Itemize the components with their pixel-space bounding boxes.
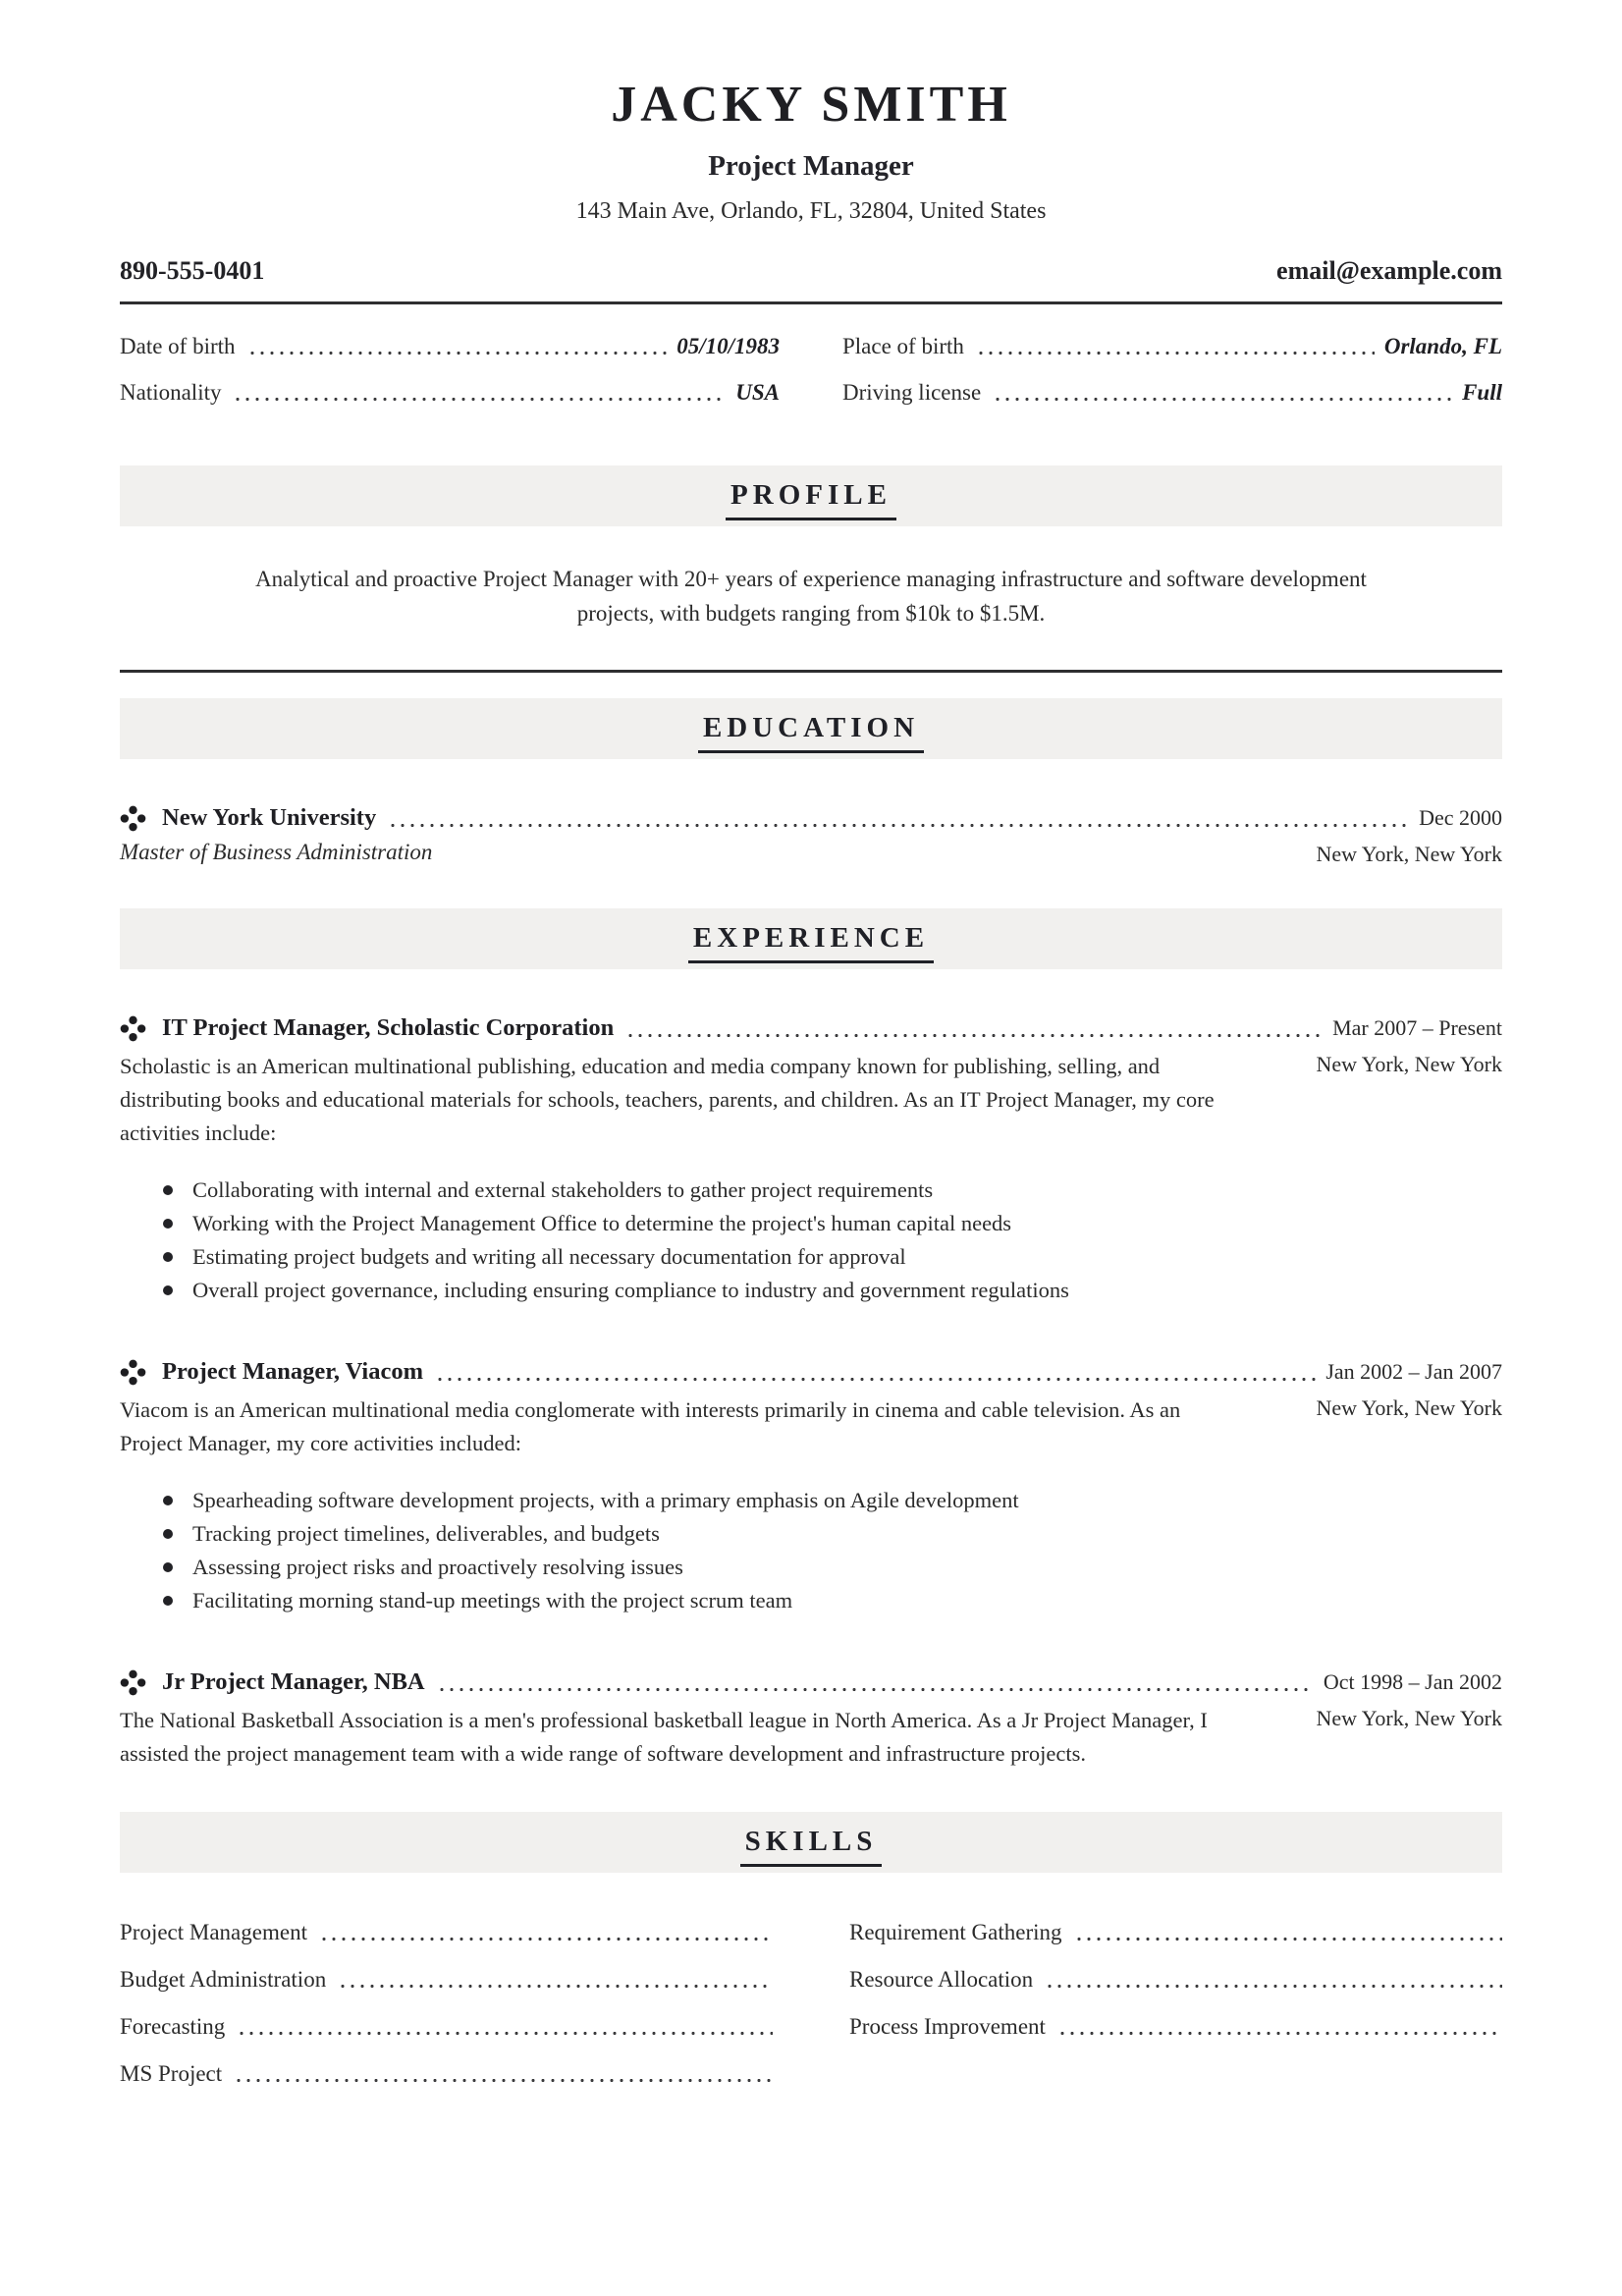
position-location: New York, New York [1316, 1052, 1502, 1077]
skill-name: Requirement Gathering [849, 1920, 1062, 1945]
responsibility-item: Estimating project budgets and writing all necessary documentation for approval [163, 1240, 1502, 1274]
position-location: New York, New York [1316, 1395, 1502, 1421]
experience-entry-header [120, 1668, 1502, 1696]
responsibility-item: Facilitating morning stand-up meetings with the project scrum team [163, 1584, 1502, 1617]
detail-row-date-of-birth [120, 332, 780, 361]
responsibility-item: Tracking project timelines, deliverables, and budgets [163, 1517, 1502, 1551]
responsibility-item: Working with the Project Management Office to determine the project's human capital needs [163, 1207, 1502, 1240]
identity-header [120, 77, 1502, 225]
skill-row [120, 2012, 773, 2042]
skill-name: Forecasting [120, 2014, 226, 2040]
four-dot-diamond-icon [120, 805, 146, 832]
section-header-experience [120, 908, 1502, 969]
position-description: Viacom is an American multinational media conglomerate with interests primarily in cinema and cable television. As an Project Manager, my core activities included: [120, 1397, 1181, 1456]
education-date: Dec 2000 [1419, 805, 1502, 831]
dotted-leader [1057, 2032, 1502, 2035]
section-title: SKILLS [740, 1824, 883, 1867]
skills-grid [120, 1918, 1502, 2106]
education-entry [120, 804, 1502, 867]
dotted-leader [319, 1938, 773, 1941]
experience-entry-body [120, 1050, 1502, 1150]
section-header-skills [120, 1812, 1502, 1873]
experience-entry-body [120, 1704, 1502, 1771]
details-right-column [842, 332, 1502, 424]
skill-name: Project Management [120, 1920, 307, 1945]
dotted-leader [625, 1034, 1323, 1037]
experience-entry [120, 1668, 1502, 1771]
dotted-leader [388, 824, 1409, 827]
section-title: PROFILE [726, 477, 896, 520]
experience-entry [120, 1014, 1502, 1307]
dotted-leader [234, 2079, 773, 2082]
education-entry-header [120, 804, 1502, 832]
detail-row-nationality [120, 378, 780, 408]
position-location: New York, New York [1316, 1706, 1502, 1731]
details-left-column [120, 332, 780, 424]
address: 143 Main Ave, Orlando, FL, 32804, United States [575, 198, 1047, 225]
detail-value: Full [1462, 380, 1502, 406]
four-dot-diamond-icon [120, 1015, 146, 1042]
skills-left-column [120, 1918, 773, 2106]
dotted-leader [976, 352, 1375, 355]
responsibility-item: Overall project governance, including ensuring compliance to industry and government regulations [163, 1274, 1502, 1307]
detail-value: Orlando, FL [1383, 334, 1502, 359]
detail-label: Date of birth [120, 334, 236, 359]
skill-row [849, 1918, 1502, 1947]
institution-name: New York University [162, 804, 377, 832]
dotted-leader [993, 398, 1452, 401]
detail-label: Place of birth [842, 334, 964, 359]
detail-label: Driving license [842, 380, 982, 406]
dotted-leader [237, 2032, 773, 2035]
section-title: EXPERIENCE [688, 920, 934, 963]
profile-summary: Analytical and proactive Project Manager with 20+ years of experience managing infrastructure and software development projects, with budgets ranging from $10k to $1.5M. [255, 567, 1367, 627]
skill-row [120, 1918, 773, 1947]
dotted-leader [1045, 1985, 1502, 1988]
responsibility-item: Collaborating with internal and external stakeholders to gather project requirements [163, 1174, 1502, 1207]
four-dot-diamond-icon [120, 1359, 146, 1386]
section-header-profile [120, 465, 1502, 526]
email-address: email@example.com [1276, 256, 1502, 286]
header-divider [120, 301, 1502, 304]
position-title: Project Manager, Viacom [162, 1358, 424, 1386]
skill-row [120, 1965, 773, 1995]
position-title: Jr Project Manager, NBA [162, 1668, 425, 1696]
detail-row-place-of-birth [842, 332, 1502, 361]
section-title: EDUCATION [698, 710, 924, 753]
experience-entry-body [120, 1394, 1502, 1460]
dotted-leader [437, 1688, 1314, 1691]
degree-name: Master of Business Administration [120, 840, 433, 865]
section-header-education [120, 698, 1502, 759]
skill-row [120, 2059, 773, 2089]
experience-entry [120, 1358, 1502, 1617]
dotted-leader [247, 352, 668, 355]
employment-dates: Oct 1998 – Jan 2002 [1323, 1669, 1502, 1695]
dotted-leader [1074, 1938, 1502, 1941]
responsibility-list [120, 1174, 1502, 1307]
contact-row [120, 256, 1502, 286]
detail-value: USA [735, 380, 780, 406]
skill-name: Budget Administration [120, 1967, 327, 1993]
position-description: Scholastic is an American multinational publishing, education and media company known for publishing, selling, and distributing books and educational materials for schools, teachers, parents, and children. As an IT Project Manager, my core activities include: [120, 1054, 1215, 1146]
skill-name: Process Improvement [849, 2014, 1046, 2040]
education-entry-body [120, 840, 1502, 867]
detail-row-driving-license [842, 378, 1502, 408]
employment-dates: Mar 2007 – Present [1332, 1015, 1502, 1041]
skill-name: MS Project [120, 2061, 223, 2087]
skill-row [849, 1965, 1502, 1995]
position-description: The National Basketball Association is a men's professional basketball league in North America. As a Jr Project Manager, I assisted the project management team with a wide range of software development and infrastructure projects. [120, 1708, 1208, 1767]
four-dot-diamond-icon [120, 1669, 146, 1696]
employment-dates: Jan 2002 – Jan 2007 [1325, 1359, 1502, 1385]
responsibility-list [120, 1484, 1502, 1617]
experience-entry-header [120, 1358, 1502, 1386]
position-title: IT Project Manager, Scholastic Corporation [162, 1014, 615, 1042]
dotted-leader [435, 1378, 1316, 1381]
skills-right-column [849, 1918, 1502, 2106]
skill-row [849, 2012, 1502, 2042]
education-location: New York, New York [1316, 842, 1502, 867]
skill-name: Resource Allocation [849, 1967, 1034, 1993]
job-title: Project Manager [708, 150, 914, 183]
dotted-leader [233, 398, 726, 401]
personal-details [120, 332, 1502, 424]
experience-entry-header [120, 1014, 1502, 1042]
profile-divider [120, 670, 1502, 673]
person-name: JACKY SMITH [611, 77, 1011, 133]
detail-label: Nationality [120, 380, 222, 406]
responsibility-item: Assessing project risks and proactively resolving issues [163, 1551, 1502, 1584]
responsibility-item: Spearheading software development projects, with a primary emphasis on Agile development [163, 1484, 1502, 1517]
dotted-leader [338, 1985, 773, 1988]
phone-number: 890-555-0401 [120, 256, 265, 286]
detail-value: 05/10/1983 [676, 334, 780, 359]
